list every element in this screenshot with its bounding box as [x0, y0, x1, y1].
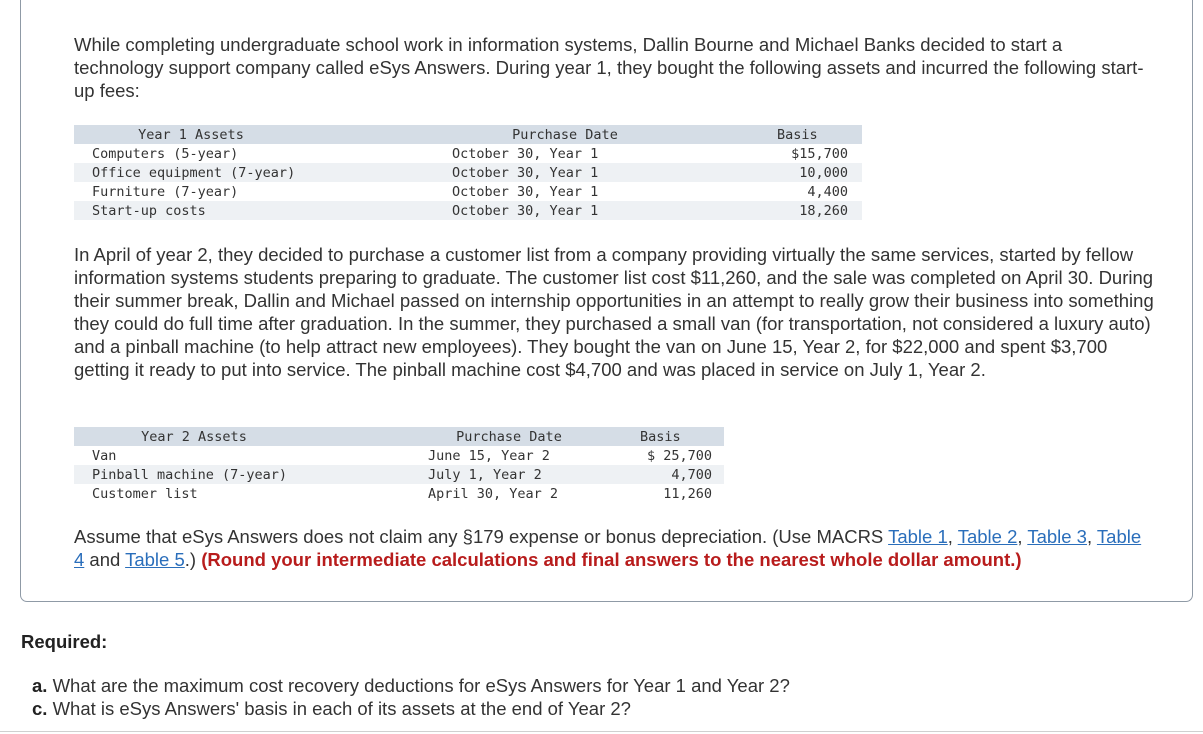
required-heading: Required:	[21, 631, 108, 652]
basis-value: 10,000	[752, 163, 862, 182]
macrs-table-3-link[interactable]: Table 3	[1027, 526, 1087, 547]
separator-text: ,	[947, 526, 958, 547]
column-header: Basis	[752, 125, 862, 144]
purchase-date: October 30, Year 1	[452, 145, 599, 162]
question-text: What are the maximum cost recovery deductions for eSys Answers for Year 1 and Year 2?	[47, 675, 790, 696]
question-text: What is eSys Answers' basis in each of its assets at the end of Year 2?	[47, 698, 631, 719]
table-row	[74, 446, 724, 465]
rounding-note: (Round your intermediate calculations and final answers to the nearest whole dollar amount.)	[201, 549, 1022, 570]
question-list	[32, 674, 790, 720]
separator-text: .)	[184, 549, 202, 570]
table-row	[74, 484, 724, 503]
asset-name: Van	[92, 447, 117, 464]
table-row	[74, 182, 862, 201]
purchase-date: June 15, Year 2	[428, 447, 550, 464]
macrs-table-2-link[interactable]: Table 2	[957, 526, 1018, 547]
assumption-paragraph	[74, 525, 1154, 571]
table-row	[74, 201, 862, 220]
purchase-date: October 30, Year 1	[308, 201, 752, 220]
intro-paragraph: While completing undergraduate school work in information systems, Dallin Bourne and Michael Banks decided to start a technology support company called eSys Answers. During year 1, they bought the following assets and incurred the following start-up fees:	[74, 34, 1144, 101]
asset-name: Pinball machine (7-year)	[74, 465, 314, 484]
table-row	[74, 465, 724, 484]
macrs-table-1-link[interactable]: Table 1	[888, 526, 948, 547]
asset-name: Computers (5-year)	[92, 145, 239, 162]
column-header: Year 1 Assets	[74, 125, 308, 144]
separator-text: ,	[1017, 526, 1028, 547]
column-header: Purchase Date	[314, 427, 634, 446]
assumption-text: Assume that eSys Answers does not claim any §179 expense or bonus depreciation. (Use MACRS	[74, 526, 889, 547]
question-item	[32, 697, 790, 720]
asset-name: Customer list	[92, 485, 198, 502]
year2-assets-table	[74, 427, 724, 503]
table-row	[74, 144, 862, 163]
basis-value: $15,700	[791, 145, 848, 162]
purchase-date: October 30, Year 1	[308, 163, 752, 182]
table-header-row	[74, 427, 724, 446]
question-letter: a.	[32, 675, 48, 696]
question-item	[32, 674, 790, 697]
bottom-divider	[0, 731, 1203, 732]
purchase-date: July 1, Year 2	[314, 465, 634, 484]
asset-name: Start-up costs	[74, 201, 308, 220]
column-header: Basis	[634, 427, 724, 446]
column-header: Year 2 Assets	[74, 427, 314, 446]
question-letter: c.	[32, 698, 48, 719]
basis-value: $ 25,700	[646, 447, 712, 464]
asset-name: Office equipment (7-year)	[74, 163, 308, 182]
separator-text: and	[84, 549, 126, 570]
column-header: Purchase Date	[308, 125, 752, 144]
basis-value: 18,260	[752, 201, 862, 220]
table-header-row	[74, 125, 862, 144]
asset-name: Furniture (7-year)	[92, 183, 239, 200]
basis-value: 11,260	[663, 485, 712, 502]
basis-value: 4,700	[634, 465, 724, 484]
purchase-date: April 30, Year 2	[428, 485, 559, 502]
table-row	[74, 163, 862, 182]
year2-paragraph: In April of year 2, they decided to purchase a customer list from a company providing virtually the same services, started by fellow information systems students preparing to graduate. The customer list cost $11,260, and the sale was completed on April 30. During their summer break, Dallin and Michael passed on internship opportunities in an attempt to really grow their business into something they could do full time after graduation. In the summer, they purchased a small van (for transportation, not considered a luxury auto) and a pinball machine (to help attract new employees). They bought the van on June 15, Year 2, for $22,000 and spent $3,700 getting it ready to put into service. The pinball machine cost $4,700 and was placed in service on July 1, Year 2.	[74, 244, 1154, 380]
macrs-table-5-link[interactable]: Table 5	[125, 549, 185, 570]
purchase-date: October 30, Year 1	[452, 183, 599, 200]
year1-assets-table	[74, 125, 862, 220]
macrs-table-4-link[interactable]: Table 4	[74, 526, 1142, 570]
basis-value: 4,400	[807, 183, 848, 200]
separator-text: ,	[1086, 526, 1097, 547]
